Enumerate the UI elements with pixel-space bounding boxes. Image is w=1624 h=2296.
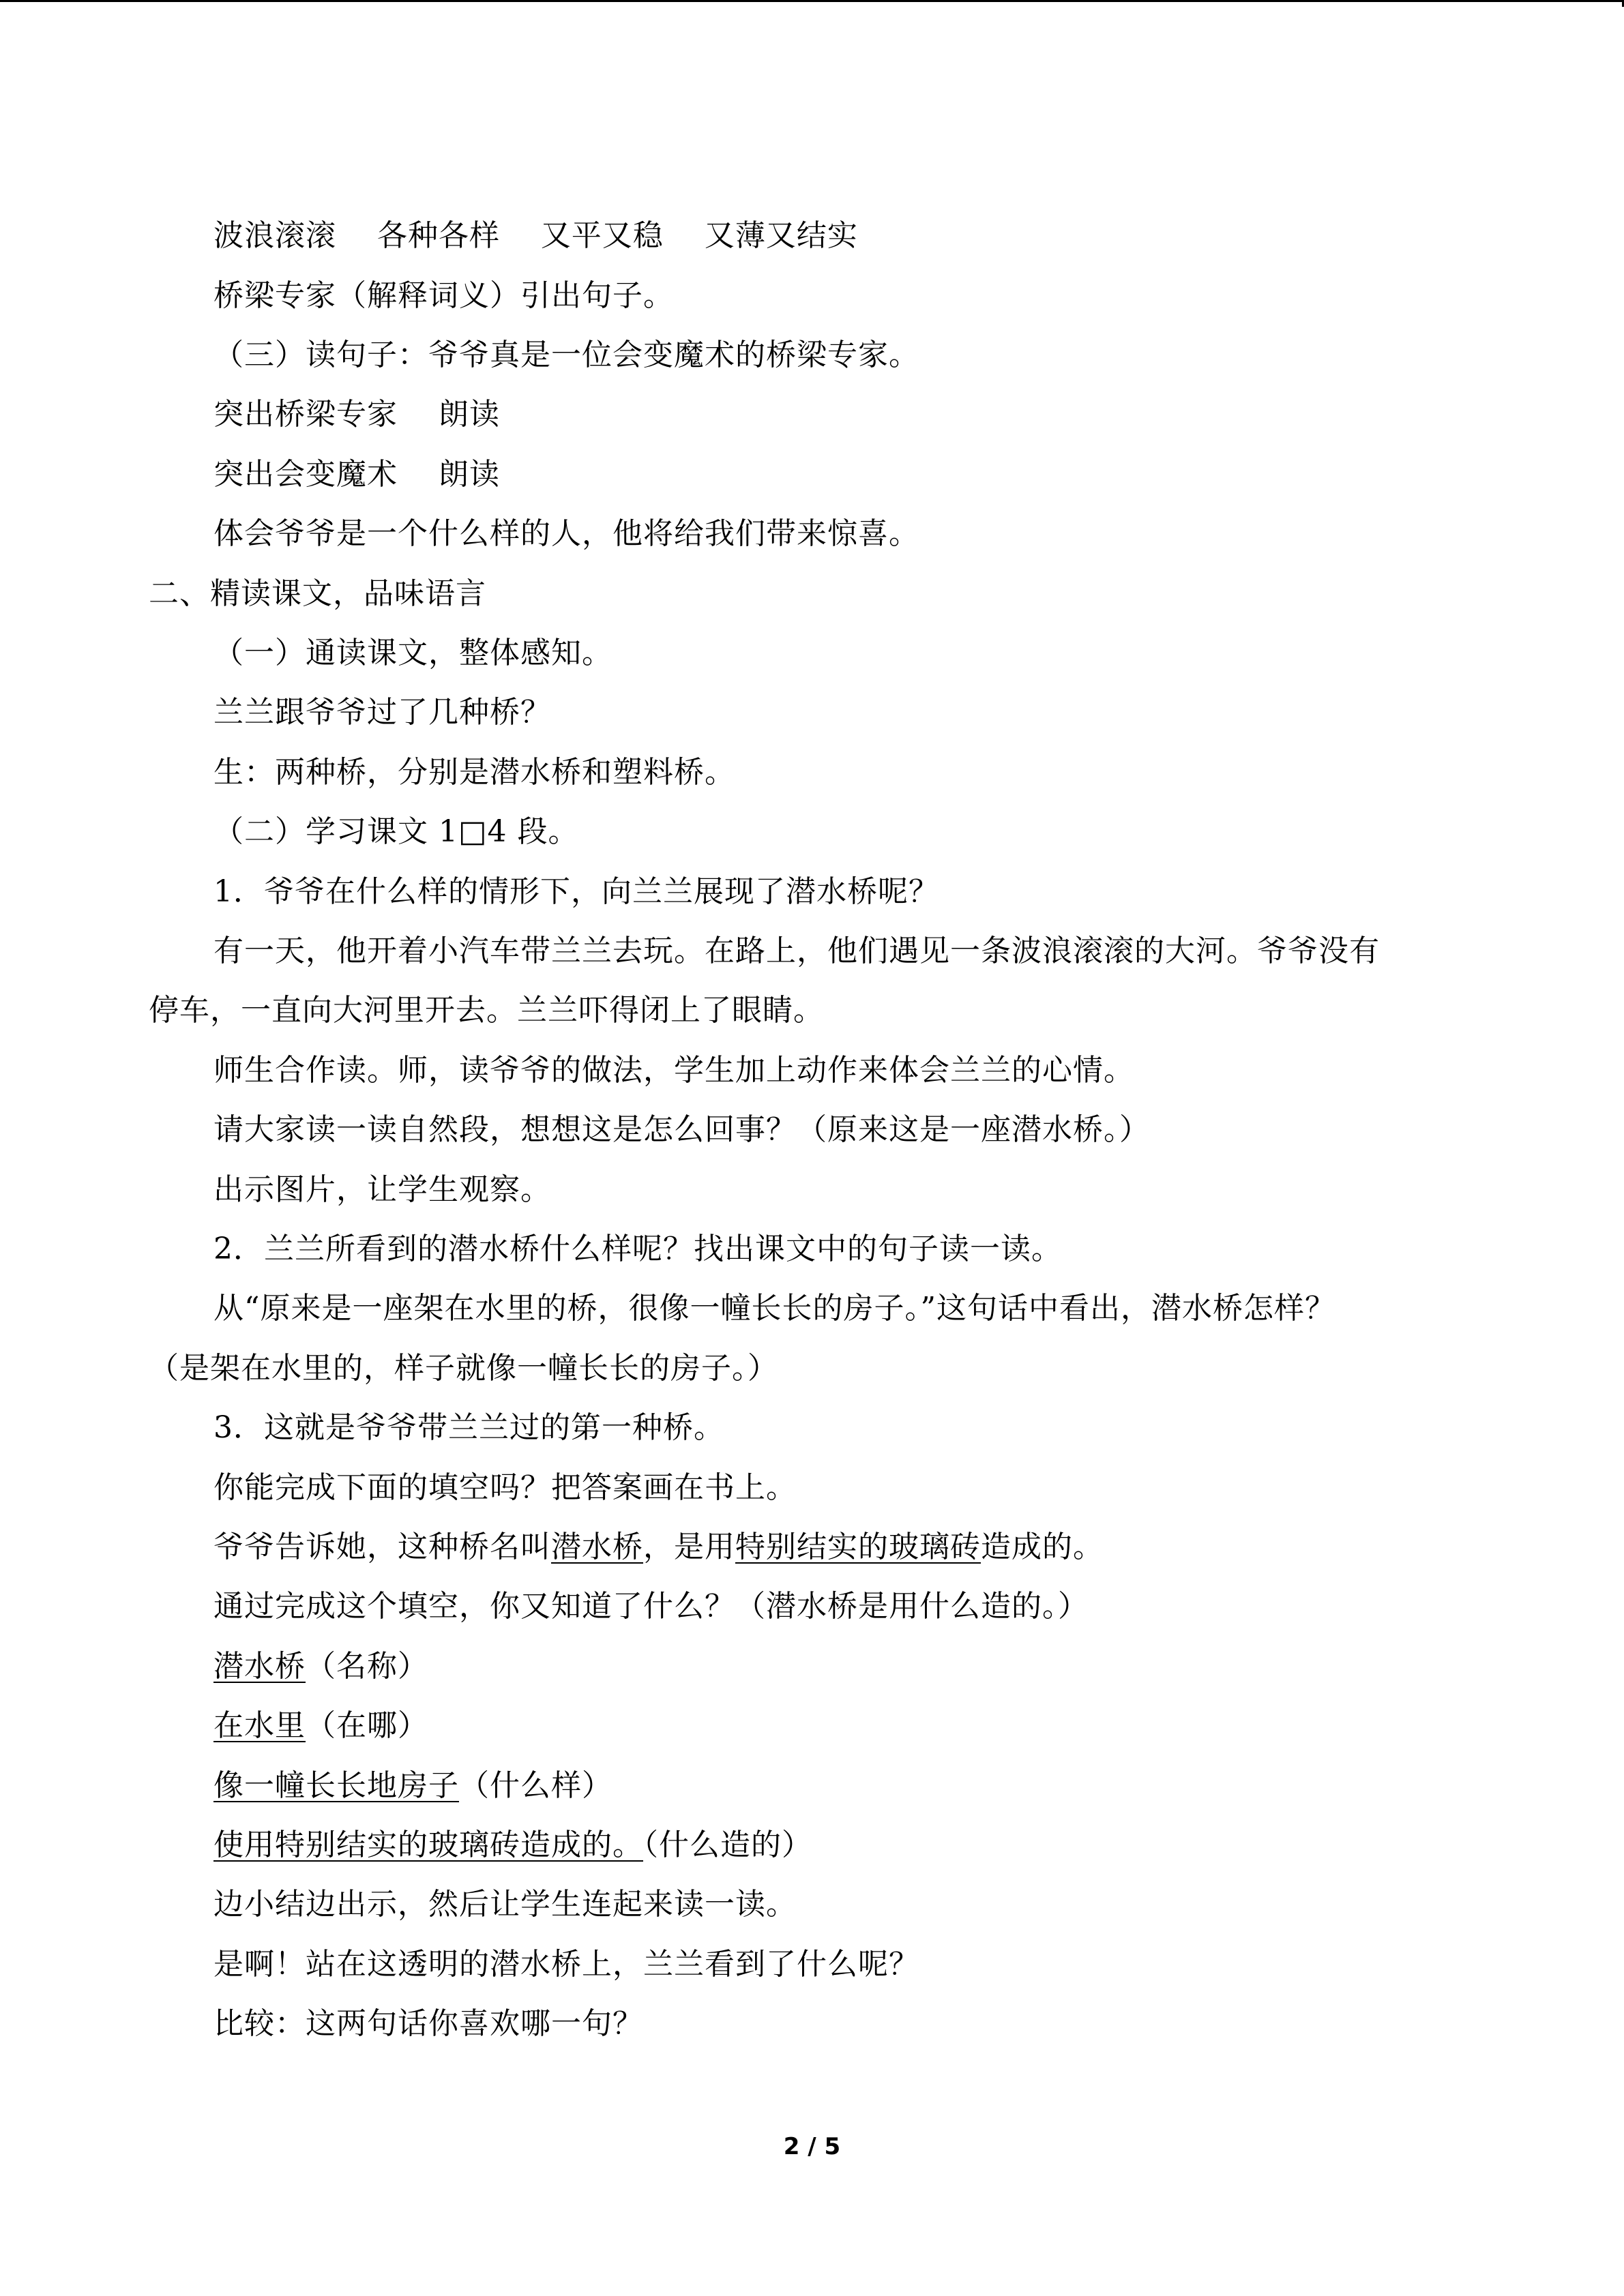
text-line: 是啊！站在这透明的潜水桥上，兰兰看到了什么呢？	[213, 1947, 919, 1982]
text-line: 波浪滚滚 各种各样 又平又稳 又薄又结实	[213, 218, 858, 253]
text-line: （二）学习课文 1□4 段。	[213, 814, 579, 849]
summary-item	[213, 1646, 428, 1687]
text-line: 你能完成下面的填空吗？把答案画在书上。	[213, 1470, 797, 1505]
text-line: 1．爷爷在什么样的情形下，向兰兰展现了潜水桥呢？	[213, 874, 939, 909]
text-line: 从“原来是一座架在水里的桥，很像一幢长长的房子。”这句话中看出，潜水桥怎样？	[213, 1291, 1335, 1326]
summary-item	[213, 1825, 812, 1866]
text-line: 兰兰跟爷爷过了几种桥？	[213, 695, 551, 730]
text-line: 突出会变魔术 朗读	[213, 457, 500, 492]
text-line: 3．这就是爷爷带兰兰过的第一种桥。	[213, 1410, 724, 1445]
text-line: 桥梁专家（解释词义）引出句子。	[213, 278, 674, 313]
text-line: （是架在水里的，样子就像一幢长长的房子。）	[149, 1351, 778, 1386]
summary-key: 潜水桥	[213, 1649, 306, 1684]
text-line: （三）读句子：爷爷真是一位会变魔术的桥梁专家。	[213, 338, 919, 372]
fill-prefix: 爷爷告诉她，这种桥名叫	[213, 1530, 551, 1564]
summary-key: 使用特别结实的玻璃砖造成的。	[213, 1828, 643, 1862]
summary-note: （什么造的）	[643, 1828, 812, 1862]
text-line: 体会爷爷是一个什么样的人，他将给我们带来惊喜。	[213, 516, 919, 551]
fill-answer-material: 特别结实的玻璃砖	[735, 1530, 981, 1564]
fill-in-sentence	[213, 1527, 1104, 1568]
top-border	[0, 0, 1624, 2]
summary-note: （在哪）	[306, 1708, 428, 1743]
text-line: 通过完成这个填空，你又知道了什么？（潜水桥是用什么造的。）	[213, 1589, 1089, 1624]
text-line: 请大家读一读自然段，想想这是怎么回事？（原来这是一座潜水桥。）	[213, 1112, 1150, 1147]
section-heading: 二、精读课文，品味语言	[149, 576, 486, 611]
summary-note: （什么样）	[459, 1768, 612, 1803]
page-number: 2 / 5	[783, 2133, 841, 2160]
text-line: 师生合作读。师，读爷爷的做法，学生加上动作来体会兰兰的心情。	[213, 1053, 1134, 1088]
text-line: （一）通读课文，整体感知。	[213, 636, 612, 670]
summary-key: 像一幢长长地房子	[213, 1768, 459, 1803]
text-line: 生：两种桥，分别是潜水桥和塑料桥。	[213, 755, 735, 790]
summary-item	[213, 1765, 612, 1806]
text-line: 有一天，他开着小汽车带兰兰去玩。在路上，他们遇见一条波浪滚滚的大河。爷爷没有	[213, 934, 1380, 968]
summary-note: （名称）	[306, 1649, 428, 1684]
text-line: 停车，一直向大河里开去。兰兰吓得闭上了眼睛。	[149, 993, 824, 1028]
text-line: 出示图片，让学生观察。	[213, 1172, 551, 1207]
fill-answer-name: 潜水桥	[551, 1530, 643, 1564]
text-line: 边小结边出示，然后让学生连起来读一读。	[213, 1887, 797, 1922]
text-line: 2．兰兰所看到的潜水桥什么样呢？找出课文中的句子读一读。	[213, 1232, 1062, 1266]
fill-middle: ，是用	[643, 1530, 735, 1564]
text-line: 比较：这两句话你喜欢哪一句？	[213, 2006, 643, 2041]
summary-item	[213, 1705, 428, 1746]
text-line: 突出桥梁专家 朗读	[213, 397, 500, 432]
fill-suffix: 造成的。	[981, 1530, 1104, 1564]
summary-key: 在水里	[213, 1708, 306, 1743]
